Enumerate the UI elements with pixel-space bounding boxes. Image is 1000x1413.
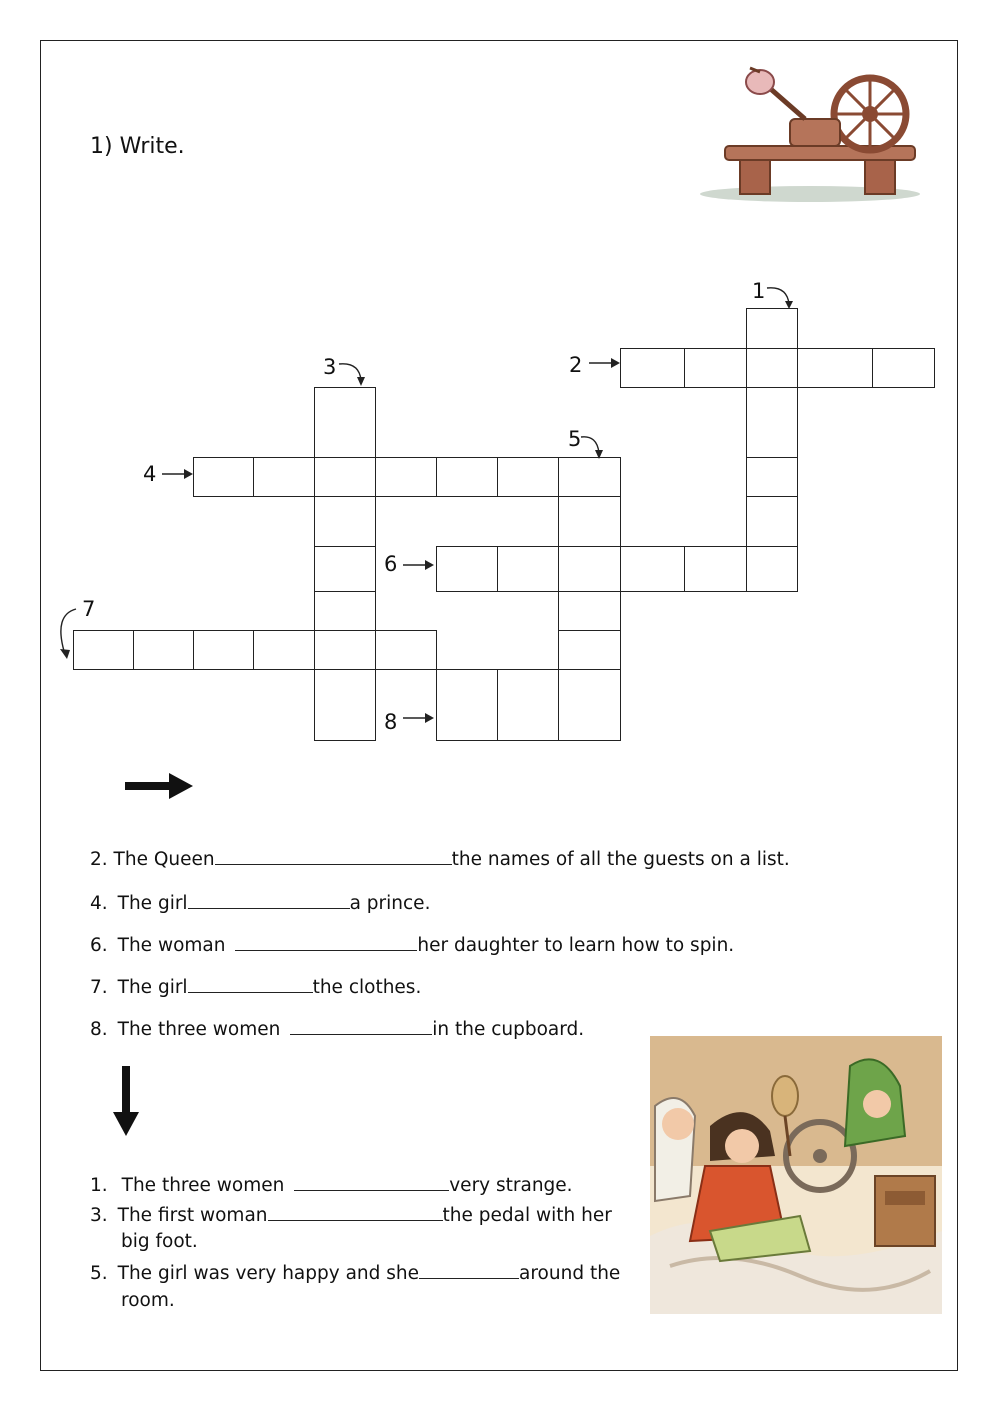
exercise-title: 1) Write. <box>90 134 185 159</box>
clue-number: 7. <box>90 977 108 998</box>
curved-arrow-icon <box>50 605 80 660</box>
crossword-cell[interactable] <box>314 591 376 631</box>
crossword-cell[interactable] <box>133 630 194 670</box>
down-arrow-icon <box>112 1066 140 1138</box>
curved-arrow-icon <box>765 284 797 310</box>
crossword-cell[interactable] <box>375 630 437 670</box>
crossword-cell[interactable] <box>746 457 798 497</box>
crossword-cell[interactable] <box>193 630 254 670</box>
clue-number-5: 5 <box>568 427 582 451</box>
clue-text-after: a prince. <box>349 893 431 914</box>
crossword-cell[interactable] <box>73 630 134 670</box>
crossword-cell[interactable] <box>314 546 376 592</box>
clue-number-7: 7 <box>82 597 96 621</box>
clue-number: 1. <box>90 1175 108 1196</box>
right-arrow-icon <box>162 467 194 481</box>
crossword-cell[interactable] <box>746 308 798 349</box>
clue-text-before: The girl was very happy and she <box>117 1263 420 1284</box>
crossword-cell[interactable] <box>684 546 747 592</box>
across-clue-4 <box>90 890 430 914</box>
crossword-cell[interactable] <box>375 457 437 497</box>
clue-number: 4. <box>90 893 108 914</box>
clue-text-after: around the <box>519 1263 621 1284</box>
crossword-cell[interactable] <box>253 630 315 670</box>
crossword-cell[interactable] <box>558 457 621 497</box>
crossword-cell[interactable] <box>497 669 559 741</box>
down-clue-5-continued: room. <box>121 1290 175 1311</box>
clue-number: 8. <box>90 1019 108 1040</box>
clue-text-after: her daughter to learn how to spin. <box>417 935 735 956</box>
down-clue-3-continued: big foot. <box>121 1231 198 1252</box>
across-clue-8 <box>90 1016 584 1040</box>
clue-text-before: The Queen <box>113 849 215 870</box>
clue-text-after: the clothes. <box>312 977 422 998</box>
crossword-cell[interactable] <box>558 669 621 741</box>
answer-blank[interactable] <box>188 890 350 909</box>
clue-number: 3. <box>90 1205 108 1226</box>
crossword-cell[interactable] <box>436 669 498 741</box>
clue-number-2: 2 <box>569 353 583 377</box>
clue-text-before: The three women <box>121 1175 291 1196</box>
right-arrow-icon <box>589 356 621 370</box>
crossword-cell[interactable] <box>558 591 621 631</box>
crossword-cell[interactable] <box>497 457 559 497</box>
crossword-cell[interactable] <box>746 496 798 547</box>
clue-number-8: 8 <box>384 710 398 734</box>
crossword-cell[interactable] <box>620 546 685 592</box>
clue-number: 6. <box>90 935 108 956</box>
down-clue-1 <box>90 1172 573 1196</box>
clue-number-1: 1 <box>752 279 766 303</box>
down-clue-5 <box>90 1260 620 1284</box>
answer-blank[interactable] <box>215 846 452 865</box>
crossword-cell[interactable] <box>872 348 935 388</box>
crossword-cell[interactable] <box>746 348 798 388</box>
clue-number-4: 4 <box>143 462 157 486</box>
crossword-cell[interactable] <box>558 496 621 547</box>
clue-text-before: The three women <box>117 1019 287 1040</box>
down-clue-3 <box>90 1202 612 1226</box>
right-arrow-icon <box>403 711 435 725</box>
across-clue-2 <box>90 846 790 870</box>
crossword-cell[interactable] <box>497 546 559 592</box>
clue-text-after: the names of all the guests on a list. <box>451 849 790 870</box>
across-clue-6 <box>90 932 734 956</box>
answer-blank[interactable] <box>294 1172 449 1191</box>
clue-number: 5. <box>90 1263 108 1284</box>
crossword-cell[interactable] <box>558 546 621 592</box>
crossword-cell[interactable] <box>797 348 873 388</box>
clue-text-before: The girl <box>117 893 188 914</box>
answer-blank[interactable] <box>268 1202 443 1221</box>
crossword-cell[interactable] <box>314 630 376 670</box>
crossword-cell[interactable] <box>253 457 315 497</box>
crossword-cell[interactable] <box>746 387 798 458</box>
clue-text-before: The girl <box>117 977 188 998</box>
curved-arrow-icon <box>337 360 369 388</box>
crossword-cell[interactable] <box>684 348 747 388</box>
crossword-cell[interactable] <box>314 457 376 497</box>
crossword-cell[interactable] <box>314 669 376 741</box>
crossword-cell[interactable] <box>746 546 798 592</box>
clue-text-after: the pedal with her <box>442 1205 612 1226</box>
clue-text-before: The first woman <box>117 1205 268 1226</box>
right-arrow-icon <box>403 558 435 572</box>
answer-blank[interactable] <box>235 932 417 951</box>
crossword-cell[interactable] <box>436 457 498 497</box>
three-women-spinning-illustration <box>650 1036 942 1314</box>
answer-blank[interactable] <box>419 1260 519 1279</box>
crossword-cell[interactable] <box>558 630 621 670</box>
clue-text-after: very strange. <box>449 1175 573 1196</box>
crossword-cell[interactable] <box>193 457 254 497</box>
across-clue-7 <box>90 974 421 998</box>
clue-number-6: 6 <box>384 552 398 576</box>
clue-text-before: The woman <box>117 935 232 956</box>
crossword-cell[interactable] <box>436 546 498 592</box>
spinning-wheel-illustration <box>695 64 925 204</box>
clue-number: 2. <box>90 849 108 870</box>
crossword-cell[interactable] <box>620 348 685 388</box>
answer-blank[interactable] <box>188 974 313 993</box>
crossword-cell[interactable] <box>314 387 376 458</box>
right-arrow-icon <box>125 772 195 800</box>
answer-blank[interactable] <box>290 1016 432 1035</box>
clue-number-3: 3 <box>323 355 337 379</box>
crossword-cell[interactable] <box>314 496 376 547</box>
curved-arrow-icon <box>579 433 607 461</box>
clue-text-after: in the cupboard. <box>432 1019 585 1040</box>
